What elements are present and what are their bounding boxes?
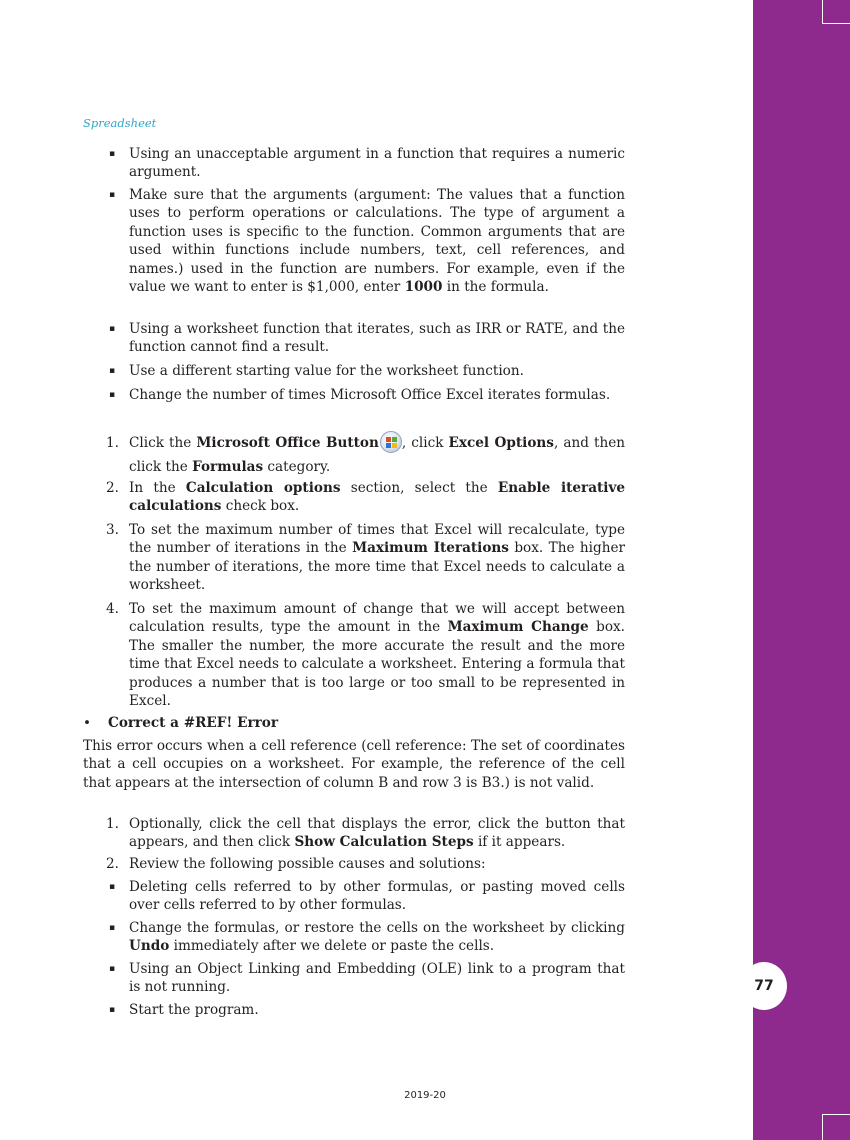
bullet-marker: ▪ [109, 390, 116, 400]
section-intro: This error occurs when a cell reference (cell reference: The set of coordinates that a cell occupies on a worksheet. For example, the reference of the cell that appears at the intersection of column B and row 3 is B3.) is not valid. [83, 738, 625, 791]
bullet-marker: ▪ [109, 923, 116, 933]
step-number: 1. [106, 816, 119, 832]
page-footer: 2019-20 [404, 1090, 446, 1101]
step-item: 2. In the Calculation options section, select the Enable iterative calculations check box. [106, 480, 626, 515]
bullet-marker: ▪ [109, 149, 116, 159]
bullet-marker: ▪ [109, 882, 116, 892]
bullet-marker: • [83, 715, 92, 731]
bullet-marker: ▪ [109, 190, 116, 200]
bullet-marker: ▪ [109, 1005, 116, 1015]
bullet-item: ▪ Using an unacceptable argument in a function that requires a numeric argument. [109, 146, 625, 181]
bullet-marker: ▪ [109, 366, 116, 376]
bullet-item: ▪ Using an Object Linking and Embedding (OLE) link to a program that is not running. [109, 961, 625, 996]
bullet-item: ▪ Make sure that the arguments (argument: The values that a function uses to perform operations or calculations. The type of argument a function uses is specific to the function. Common arguments that are used within functions include numbers, text, cell references, and names.) used in the function are numbers. For example, even if the value we want to enter is $1,000, enter 1000 in the formula. [109, 187, 625, 296]
crop-mark-top [822, 0, 850, 24]
step-number: 2. [106, 856, 119, 872]
section-heading: • Correct a #REF! Error [83, 715, 279, 731]
bullet-item: ▪ Change the number of times Microsoft Office Excel iterates formulas. [109, 387, 611, 403]
bullet-item: ▪ Using a worksheet function that iterates, such as IRR or RATE, and the function cannot find a result. [109, 321, 625, 356]
step-item: 1. Click the Microsoft Office Button , click Excel Options, and then click the Formulas category. [129, 431, 625, 479]
step-item: 3. To set the maximum number of times that Excel will recalculate, type the number of iterations in the Maximum Iterations box. The higher the number of iterations, the more time that Excel needs to calculate a worksheet. [106, 522, 625, 594]
step-number: 4. [106, 601, 119, 617]
step-number: 3. [106, 522, 119, 538]
bullet-item: ▪ Deleting cells referred to by other formulas, or pasting moved cells over cells referred to by other formulas. [109, 879, 625, 914]
bullet-marker: ▪ [109, 324, 116, 334]
crop-mark-bottom [822, 1114, 850, 1140]
bullet-item: ▪ Use a different starting value for the worksheet function. [109, 363, 524, 379]
running-head: Spreadsheet [83, 116, 157, 130]
step-item: 4. To set the maximum amount of change that we will accept between calculation results, type the amount in the Maximum Change box. The smaller the number, the more accurate the result and the more time that Excel needs to calculate a worksheet. Entering a formula that produces a number that is too large or too small to be represented in Excel. [106, 601, 626, 710]
step-number: 1. [106, 435, 119, 451]
bullet-item: ▪ Start the program. [109, 1002, 259, 1018]
step-item: 2. Review the following possible causes and solutions: [106, 856, 486, 872]
office-button-icon [380, 431, 402, 453]
bullet-item: ▪ Change the formulas, or restore the cells on the worksheet by clicking Undo immediately after we delete or paste the cells. [109, 920, 625, 955]
page-number: 77 [741, 962, 787, 1010]
step-item: 1. Optionally, click the cell that displays the error, click the button that appears, and then click Show Calculation Steps if it appears. [106, 816, 625, 851]
step-number: 2. [106, 480, 119, 496]
bullet-marker: ▪ [109, 964, 116, 974]
